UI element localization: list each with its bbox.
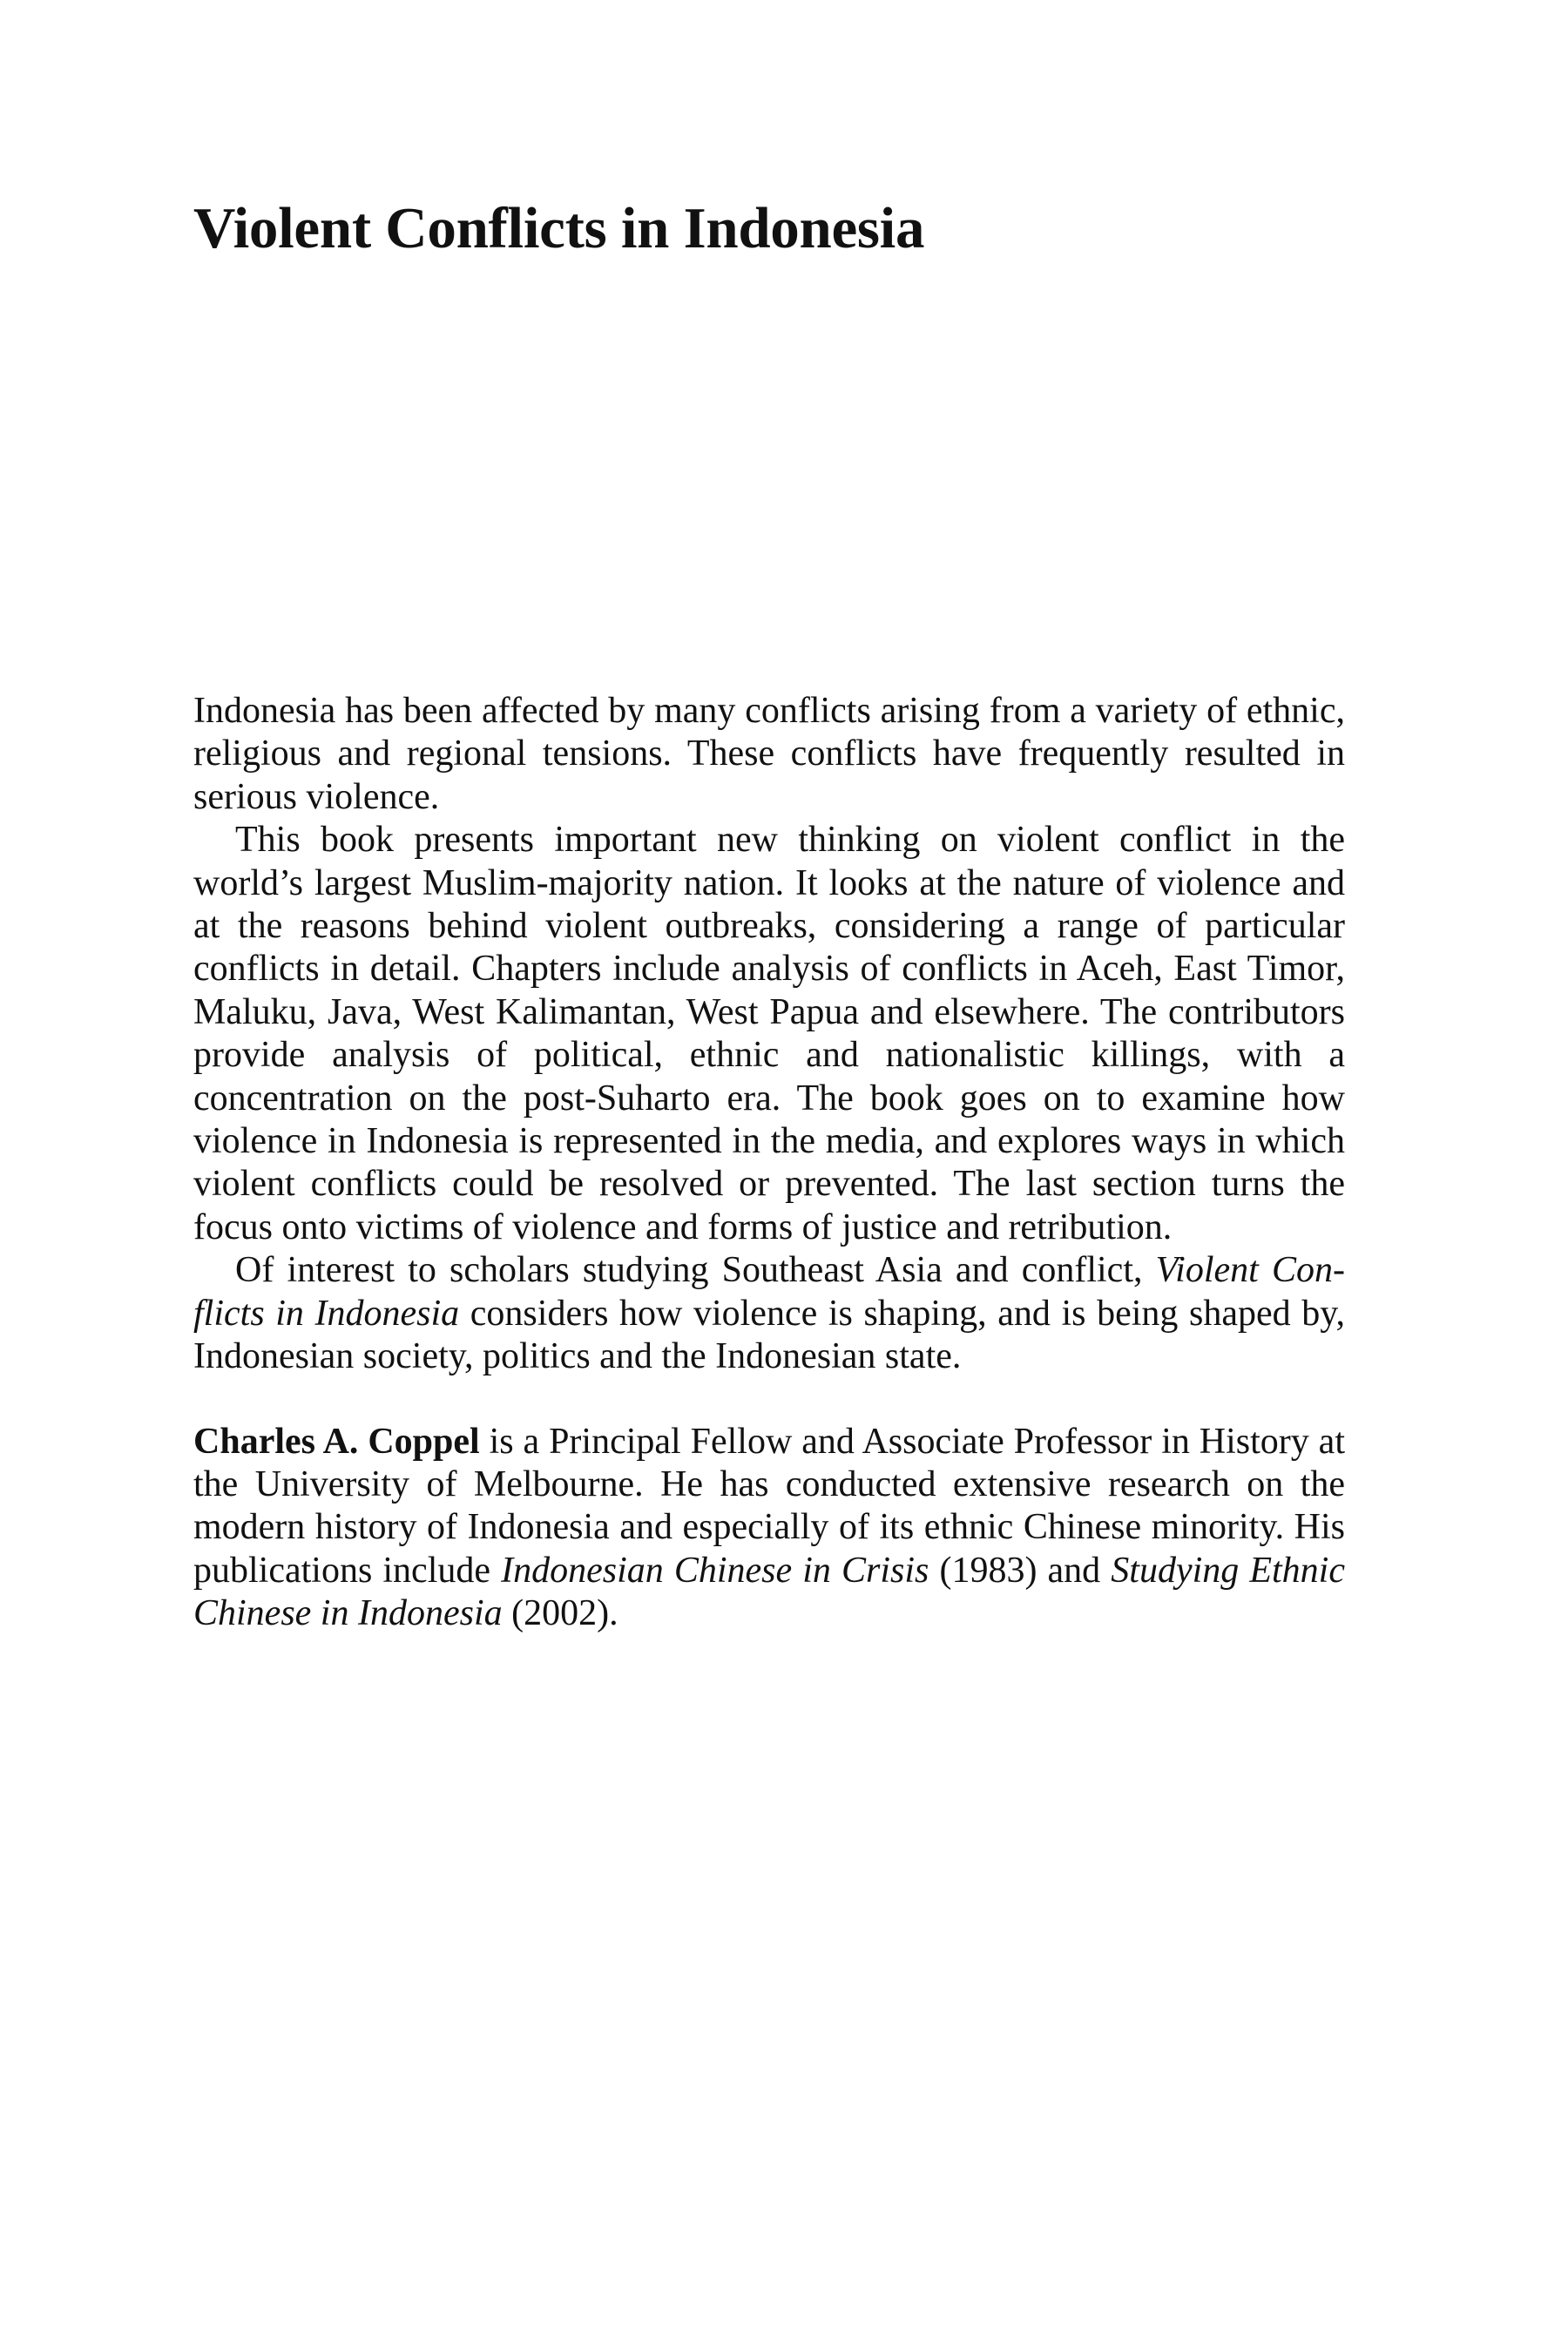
author-name: Charles A. Coppel [193,1421,480,1462]
page-title: Violent Conflicts in Indonesia [193,196,925,260]
description-paragraph-3 [193,1249,1345,1378]
description-paragraph-1: Indonesia has been affected by many conflicts arising from a variety of ethnic, religious and regional tensions. These conflicts have frequently resulted in serious violence. [193,691,1345,817]
description-paragraph-2: This book presents important new thinking on violent conflict in the world’s largest Muslim-majority nation. It looks at the nature of violence and at the reasons behind violent outbreaks, considering a range of particular conflicts in detail. Chapters include analysis of conflicts in Aceh, East Timor, Maluku, Java, West Kalimantan, West Papua and elsewhere. The contributors provide analysis of political, ethnic and nationalistic killings, with a concentration on the post-Suharto era. The book goes on to examine how violence in Indonesia is represented in the media, and explores ways in which violent conflicts could be resolved or prevented. The last section turns the focus onto victims of violence and forms of justice and retribution. [193,820,1345,1247]
author-bio [193,1421,1345,1636]
author-bio-text-3: (2002). [502,1593,618,1634]
book-description [193,690,1345,1636]
author-bio-text-2: (1983) and [929,1550,1112,1591]
book-title-italic: Violent Conflicts in Indonesia [193,1250,1345,1334]
author-bio-text-1: is a Principal Fellow and Associate Professor in History at the University of Melbourne. He has conducted extensive research on the modern history of Indonesia and especially of its ethnic Chinese minority. His publications include [193,1421,1345,1591]
publication-title-2: Studying Ethnic Chinese in Indonesia [193,1550,1345,1634]
paragraph-3-intro: Of interest to scholars studying Southeast Asia and conflict, [235,1250,1156,1291]
paragraph-3-rest: considers how violence is shaping, and is being shaped by, Indonesian society, politics and the Indonesian state. [193,1293,1345,1377]
publication-title-1: Indonesian Chinese in Crisis [501,1550,929,1591]
